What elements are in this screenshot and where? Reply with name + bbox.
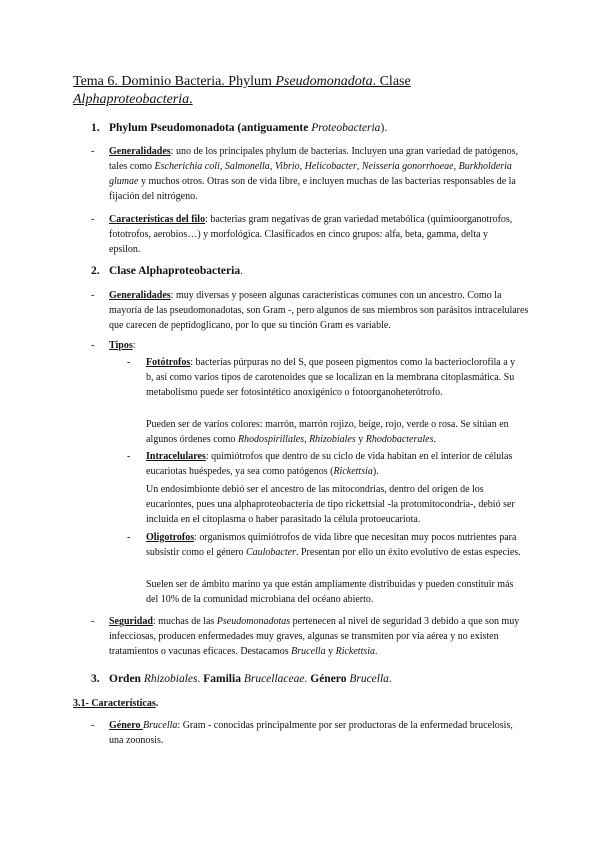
order-rhizobiales: Rhizobiales	[309, 434, 356, 445]
section-2-heading	[91, 264, 243, 278]
section-2-number: 2.	[91, 265, 100, 277]
family-brucellaceae: Brucellaceae	[243, 673, 305, 685]
text-run: ,	[219, 161, 225, 172]
species-salmonella: Salmonella	[224, 161, 270, 172]
text-run: ,	[269, 161, 275, 172]
species-escherichia: Escherichia coli	[154, 161, 220, 172]
order-rhodobacterales: Rhodobacterales	[365, 434, 434, 445]
generalidades-2-paragraph	[109, 288, 529, 333]
text-run: .	[375, 646, 378, 657]
text-run: : muchas de las	[152, 616, 217, 627]
text-run: ,	[304, 434, 310, 445]
text-run: y	[355, 434, 366, 445]
section-3-number: 3.	[91, 673, 100, 685]
genus-brucella: Brucella	[142, 720, 178, 731]
text-run: ,	[453, 161, 459, 172]
text-run: pertenecen al nivel de seguridad 3 debido a que son muy infecciosas, producen enfermedades muy graves, algunas se transmiten por vía aérea y no existen tratamientos o vacunas eficaces. Destacamos	[109, 616, 520, 657]
fototrofos-label: Fotótrofos	[146, 357, 191, 368]
text-run: Orden	[109, 673, 144, 685]
page-title	[73, 73, 543, 109]
bullet-dash: -	[91, 214, 95, 225]
text-run: .	[197, 673, 204, 685]
caracteristicas-paragraph	[109, 212, 519, 257]
text-run: .	[155, 698, 159, 709]
bullet-dash: -	[91, 340, 95, 351]
section-1-number: 1.	[91, 122, 100, 134]
section-1-italic: Proteobacteria	[311, 122, 381, 134]
text-run: .	[304, 673, 311, 685]
subsection-3-1-heading	[73, 697, 158, 711]
text-run: : quimiótrofos que dentro de su ciclo de vida habitan en el interior de células eucariotas huéspedes, ya sea como patógenos (	[146, 451, 513, 477]
text-run: : muy diversas y poseen algunas características comunes con un ancestro. Como la mayoría de las pseudomonadotas, son Gram -, pero algunos de sus miembros son parásitos intracelulares que carecen de peptidoglicano, por lo que su tinción Gram es variable.	[109, 290, 529, 331]
phylum-pseudomonadotas: Pseudomonadotas	[216, 616, 291, 627]
tipos-heading	[109, 338, 136, 353]
text-run: : bacterias púrpuras no del S, que poseen pigmentos como la bacterioclorofila a y b, así como varios tipos de carotenoides que se localizan en la membrana citoplasmática. Su metabolismo puede ser fotosintético anoxigénico o fotoorganoheterótrofo.	[146, 357, 516, 398]
title-clase: Alphaproteobacteria	[73, 92, 190, 107]
seguridad-paragraph	[109, 614, 529, 659]
generalidades-1-paragraph	[109, 144, 519, 204]
title-suffix: . Clase	[372, 74, 411, 89]
order-rhodospirillales: Rhodospirillales	[237, 434, 305, 445]
bullet-dash: -	[127, 357, 131, 368]
intracelulares-label: Intracelulares	[146, 451, 206, 462]
generalidades-2-label: Generalidades	[109, 290, 171, 301]
section-1-bold: Phylum Pseudomonadota (antiguamente	[109, 122, 312, 134]
subsection-3-1-label: 3.1- Características	[73, 698, 156, 709]
title-prefix: Tema 6. Dominio Bacteria. Phylum	[73, 74, 276, 89]
text-run: .	[388, 673, 392, 685]
text-run: . Presentan por ello un éxito evolutivo de estas especies.	[295, 547, 521, 558]
genero-label: Género	[109, 720, 143, 731]
text-run: Familia	[203, 673, 244, 685]
text-run: ,	[299, 161, 305, 172]
fototrofos-paragraph	[146, 355, 524, 400]
text-run: : Gram - conocidas principalmente por ser productoras de la enfermedad brucelosis, una zoonosis.	[109, 720, 513, 746]
species-neisseria: Neisseria gonorrhoeae	[361, 161, 454, 172]
oligotrofos-paragraph	[146, 530, 524, 560]
genus-brucella: Brucella	[291, 646, 326, 657]
bullet-dash: -	[91, 616, 95, 627]
species-burkholderia: Burkholderia glumae	[109, 161, 512, 187]
text-run: Pueden ser de varios colores: marrón, marrón rojizo, beige, rojo, verde o rosa. Se sitúan en algunos órdenes como	[146, 419, 509, 445]
caracteristicas-label: Características del filo	[109, 214, 206, 225]
tipos-label: Tipos	[109, 340, 133, 351]
text-run: ).	[372, 466, 379, 477]
bullet-dash: -	[127, 451, 131, 462]
genus-rickettsia: Rickettsia	[333, 466, 373, 477]
text-run: ,	[356, 161, 362, 172]
bullet-dash: -	[91, 720, 95, 731]
bullet-dash: -	[91, 290, 95, 301]
text-run: Suelen ser de ámbito marino ya que están ampliamente distribuidas y pueden constituir más del 10% de la comunidad microbiana del océano abierto.	[146, 579, 514, 605]
text-run: .	[433, 434, 436, 445]
section-1-heading	[91, 121, 387, 135]
seguridad-label: Seguridad	[109, 616, 153, 627]
section-2-end: .	[240, 265, 243, 277]
text-run: Un endosimbionte debió ser el ancestro de las mitocondrias, dentro del origen de los eucariontes, pues una alphaproteobacteria de tipo rickettsial -la protomitocondria-, debió ser incluida en el citoplasma o haber parasitado la célula protoeucariota.	[146, 484, 515, 525]
section-2-bold: Clase Alphaproteobacteria	[109, 265, 241, 277]
order-rhizobiales: Rhizobiales	[143, 673, 198, 685]
genus-brucella: Brucella	[349, 673, 389, 685]
title-phylum: Pseudomonadota	[275, 74, 373, 89]
species-helicobacter: Helicobacter	[304, 161, 357, 172]
text-run: :	[132, 340, 136, 351]
generalidades-1-label: Generalidades	[109, 146, 171, 157]
genus-caulobacter: Caulobacter	[245, 547, 296, 558]
species-vibrio: Vibrio	[274, 161, 300, 172]
section-1-end: ).	[380, 122, 388, 134]
intracelulares-paragraph-2	[146, 482, 524, 527]
bullet-dash: -	[127, 532, 131, 543]
text-run: : bacterias gram negativas de gran variedad metabólica (quimioorganotrofos, fototrofos, aerobios…) y morfológica. Clasificados en cinco grupos: alfa, beta, gamma, delta y epsilon.	[109, 214, 513, 255]
fototrofos-paragraph-2	[146, 417, 524, 447]
bullet-dash: -	[91, 146, 95, 157]
oligotrofos-paragraph-2	[146, 577, 524, 607]
text-run: : organismos quimiótrofos de vida libre que necesitan muy pocos nutrientes para subsistir como el género	[146, 532, 517, 558]
genero-paragraph	[109, 718, 519, 748]
title-end: .	[189, 92, 193, 107]
genus-rickettsia: Rickettsia	[335, 646, 376, 657]
intracelulares-paragraph	[146, 449, 524, 479]
text-run: Género	[310, 673, 350, 685]
section-3-heading	[91, 672, 392, 686]
oligotrofos-label: Oligotrofos	[146, 532, 195, 543]
text-run: y	[325, 646, 336, 657]
text-run: y muchos otros. Otras son de vida libre, e incluyen muchas de las bacterias responsables de la fijación del nitrógeno.	[109, 176, 516, 202]
text-run: : uno de los principales phylum de bacterias. Incluyen una gran variedad de patógenos, tales como	[109, 146, 519, 172]
